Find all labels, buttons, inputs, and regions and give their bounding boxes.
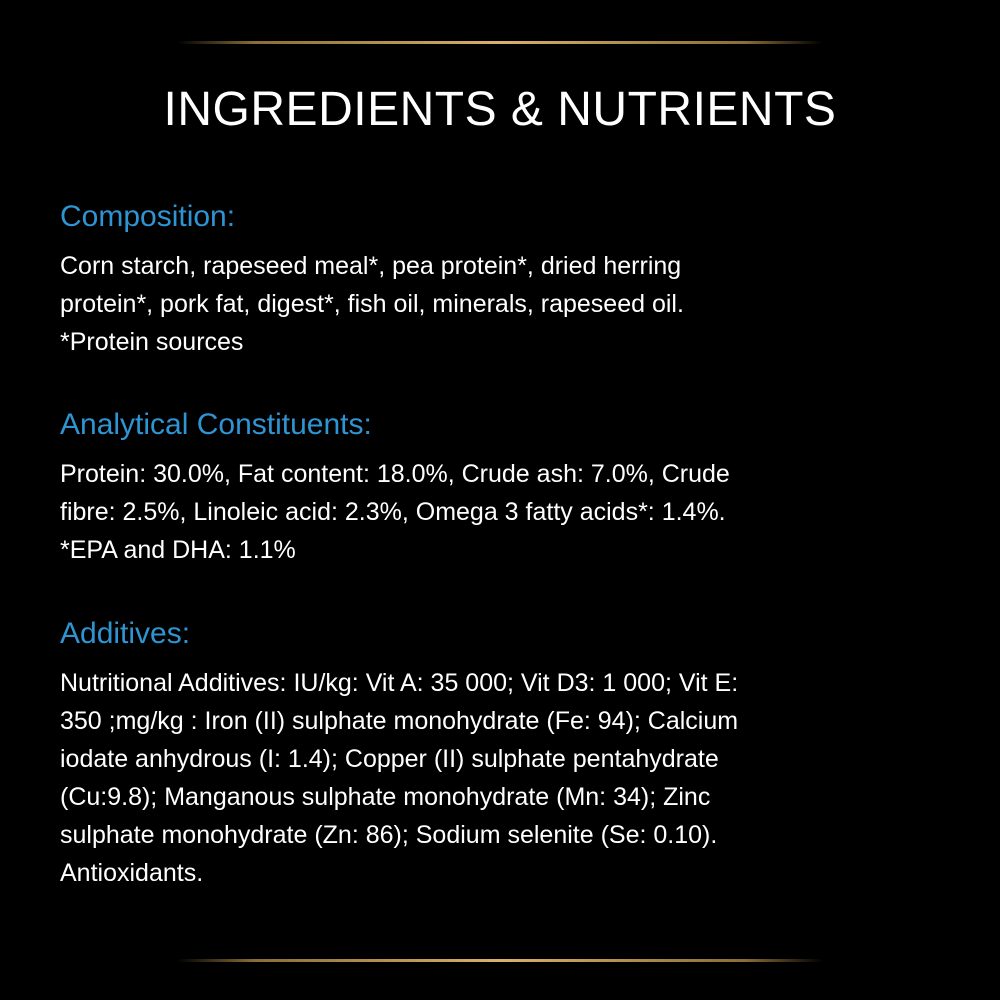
analytical-constituents-heading: Analytical Constituents: (60, 408, 372, 441)
additives-line: Nutritional Additives: IU/kg: Vit A: 35 000; Vit D3: 1 000; Vit E: (60, 669, 739, 697)
analytical-constituents-text (60, 455, 940, 569)
additives-section (60, 614, 940, 892)
additives-text (60, 664, 940, 892)
additives-line: sulphate monohydrate (Zn: 86); Sodium selenite (Se: 0.10). (60, 821, 718, 849)
additives-line: 350 ;mg/kg : Iron (II) sulphate monohydrate (Fe: 94); Calcium (60, 707, 739, 735)
additives-line: Antioxidants. (60, 859, 204, 887)
composition-section (60, 197, 940, 361)
composition-line: *Protein sources (60, 328, 244, 356)
page-title: INGREDIENTS & NUTRIENTS (163, 83, 837, 136)
additives-heading: Additives: (60, 617, 191, 650)
bottom-gold-divider (177, 959, 823, 962)
composition-heading: Composition: (60, 200, 236, 233)
analytical-line: Protein: 30.0%, Fat content: 18.0%, Crude ash: 7.0%, Crude (60, 460, 730, 488)
composition-line: Corn starch, rapeseed meal*, pea protein*, dried herring (60, 252, 682, 280)
additives-line: (Cu:9.8); Manganous sulphate monohydrate (Mn: 34); Zinc (60, 783, 711, 811)
analytical-line: fibre: 2.5%, Linoleic acid: 2.3%, Omega 3 fatty acids*: 1.4%. (60, 498, 726, 526)
analytical-line: *EPA and DHA: 1.1% (60, 536, 296, 564)
composition-text (60, 247, 940, 361)
composition-line: protein*, pork fat, digest*, fish oil, minerals, rapeseed oil. (60, 290, 684, 318)
analytical-constituents-section (60, 405, 940, 569)
additives-line: iodate anhydrous (I: 1.4); Copper (II) sulphate pentahydrate (60, 745, 719, 773)
top-gold-divider (177, 41, 823, 44)
